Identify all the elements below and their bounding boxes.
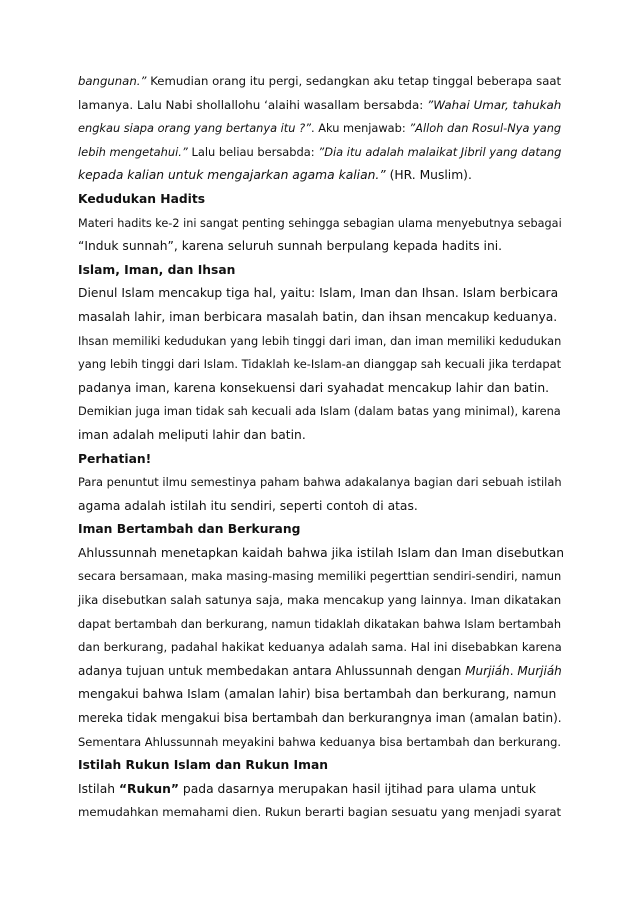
- heading-kedudukan-hadits: Kedudukan Hadits: [78, 191, 206, 206]
- paragraph-islam-iman-line-5: padanya iman, karena konsekuensi dari syahadat mencakup lahir dan batin.: [78, 380, 550, 395]
- paragraph-hadith-closing-line-4: [78, 141, 564, 165]
- heading-iman-bertambah: Iman Bertambah dan Berkurang: [78, 522, 301, 537]
- paragraph-perhatian-line-1: Para penuntut ilmu semestinya paham bahwa adakalanya bagian dari sebuah istilah: [78, 475, 562, 490]
- paragraph-rukun-line-2: memudahkan memahami dien. Rukun berarti bagian sesuatu yang menjadi syarat: [78, 805, 562, 820]
- paragraph-islam-iman-line-6: Demikian juga iman tidak sah kecuali ada Islam (dalam batas yang minimal), karena: [78, 404, 561, 419]
- paragraph-iman-bertambah-line-4: dapat bertambah dan berkurang, namun tidaklah dikatakan bahwa Islam bertambah: [78, 616, 562, 631]
- paragraph-rukun-line-1: [78, 778, 564, 802]
- text: . Aku menjawab:: [310, 121, 410, 136]
- paragraph-iman-bertambah-line-8: mereka tidak mengakui bisa bertambah dan berkurangnya iman (amalan batin).: [78, 711, 562, 726]
- text: (HR. Muslim).: [385, 168, 472, 183]
- heading-istilah-rukun: Istilah Rukun Islam dan Rukun Iman: [78, 758, 328, 773]
- paragraph-iman-bertambah-line-3: jika disebutkan salah satunya saja, maka mencakup yang lainnya. Iman dikatakan: [78, 593, 562, 608]
- heading-islam-iman-ihsan: Islam, Iman, dan Ihsan: [78, 262, 236, 277]
- text: lamanya. Lalu Nabi shollallohu ‘alaihi wasallam bersabda:: [78, 97, 428, 112]
- paragraph-islam-iman-line-1: Dienul Islam mencakup tiga hal, yaitu: Islam, Iman dan Ihsan. Islam berbicara: [78, 286, 559, 301]
- paragraph-iman-bertambah-line-9: Sementara Ahlussunnah meyakini bahwa keduanya bisa bertambah dan berkurang.: [78, 734, 562, 749]
- paragraph-kedudukan-line-2: “Induk sunnah”, karena seluruh sunnah berpulang kepada hadits ini.: [78, 239, 503, 254]
- paragraph-islam-iman-line-2: masalah lahir, iman berbicara masalah batin, dan ihsan mencakup keduanya.: [78, 309, 558, 324]
- paragraph-hadith-closing-line-1: [78, 70, 564, 94]
- paragraph-hadith-closing-line-2: [78, 94, 564, 118]
- paragraph-iman-bertambah-line-1: Ahlussunnah menetapkan kaidah bahwa jika istilah Islam dan Iman disebutkan: [78, 545, 565, 560]
- text: Kemudian orang itu pergi, sedangkan aku tetap tinggal beberapa saat: [146, 74, 562, 88]
- paragraph-islam-iman-line-7: iman adalah meliputi lahir dan batin.: [78, 427, 306, 442]
- paragraph-iman-bertambah-line-7: mengakui bahwa Islam (amalan lahir) bisa bertambah dan berkurang, namun: [78, 687, 557, 702]
- italic-text: Murjiáh: [517, 663, 562, 678]
- paragraph-hadith-closing-line-5: [78, 164, 564, 188]
- text: adanya tujuan untuk membedakan antara Ahlussunnah dengan: [78, 663, 466, 678]
- italic-text: kepada kalian untuk mengajarkan agama kalian.”: [78, 168, 386, 183]
- italic-text: engkau siapa orang yang bertanya itu ?”: [78, 121, 311, 136]
- paragraph-iman-bertambah-line-6: [78, 660, 564, 684]
- italic-text: ”Alloh dan Rosul-Nya yang: [409, 121, 562, 136]
- text: Istilah: [78, 781, 119, 796]
- paragraph-perhatian-line-2: agama adalah istilah itu sendiri, seperti contoh di atas.: [78, 498, 418, 513]
- text: .: [509, 663, 518, 678]
- paragraph-islam-iman-line-3: Ihsan memiliki kedudukan yang lebih tinggi dari iman, dan iman memiliki kedudukan: [78, 333, 562, 348]
- italic-text: ”Dia itu adalah malaikat Jibril yang datang: [318, 144, 562, 159]
- paragraph-iman-bertambah-line-2: secara bersamaan, maka masing-masing memiliki pegerttian sendiri-sendiri, namun: [78, 569, 562, 584]
- text: pada dasarnya merupakan hasil ijtihad para ulama untuk: [179, 781, 536, 796]
- heading-perhatian: Perhatian!: [78, 451, 152, 466]
- italic-text: ”Wahai Umar, tahukah: [427, 97, 562, 112]
- document-body: [78, 70, 564, 825]
- paragraph-hadith-closing-line-3: [78, 117, 564, 141]
- paragraph-kedudukan-line-1: Materi hadits ke-2 ini sangat penting sehingga sebagian ulama menyebutnya sebagai: [78, 216, 562, 230]
- italic-text: Murjiáh: [465, 663, 510, 678]
- bold-text: “Rukun”: [118, 781, 180, 796]
- italic-text: bangunan.”: [78, 74, 147, 88]
- italic-text: lebih mengetahui.”: [78, 144, 188, 159]
- paragraph-islam-iman-line-4: yang lebih tinggi dari Islam. Tidaklah ke-Islam-an dianggap sah kecuali jika terdapat: [78, 357, 562, 372]
- paragraph-iman-bertambah-line-5: dan berkurang, padahal hakikat keduanya adalah sama. Hal ini disebabkan karena: [78, 640, 562, 655]
- text: Lalu beliau bersabda:: [187, 144, 319, 159]
